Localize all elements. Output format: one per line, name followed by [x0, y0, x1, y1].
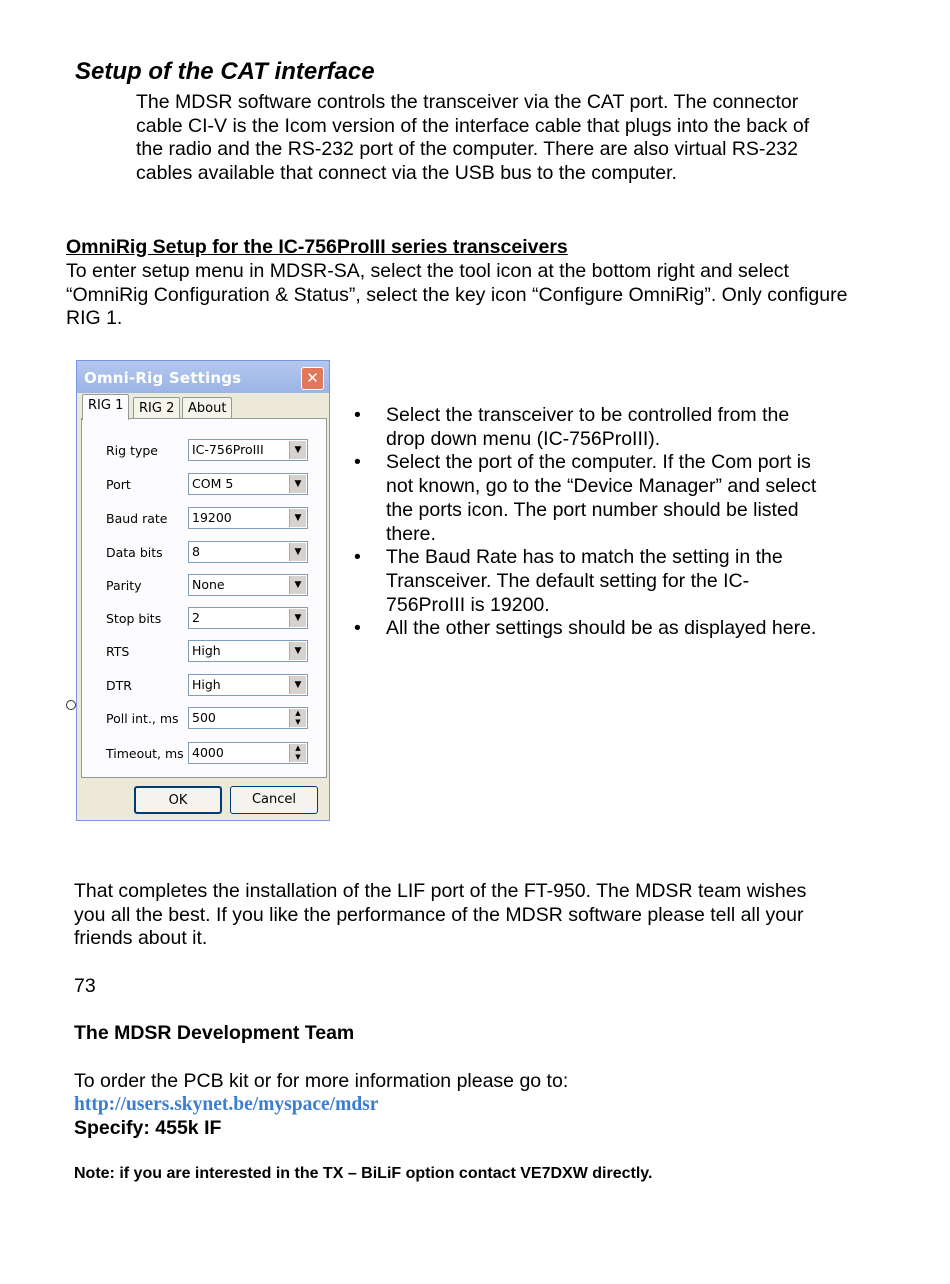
section-title: Setup of the CAT interface [75, 58, 375, 85]
rig-type-label: Rig type [106, 443, 158, 458]
intro-paragraph: The MDSR software controls the transceiver via the CAT port. The connector cable CI-V is the Icom version of the interface cable that plugs into the back of the radio and the RS-232 port of the computer. There are also virtual RS-232 cables available that connect via the USB bus to the computer. [136, 91, 810, 185]
order-text: To order the PCB kit or for more information please go to: [74, 1070, 569, 1092]
mdsr-website-link[interactable]: http://users.skynet.be/myspace/mdsr [74, 1094, 379, 1115]
chevron-down-icon[interactable]: ▼ [289, 475, 306, 493]
parity-value: None [192, 577, 225, 592]
tab-rig-2[interactable]: RIG 2 [133, 397, 180, 419]
closing-paragraph: That completes the installation of the LIF port of the FT-950. The MDSR team wishes you all the best. If you like the performance of the MDSR software please tell all your friends about it. [74, 880, 807, 950]
rts-select[interactable] [188, 640, 308, 662]
port-label: Port [106, 477, 131, 492]
port-select[interactable] [188, 473, 308, 495]
circle-bullet-icon [66, 700, 76, 710]
ok-button[interactable]: OK [134, 786, 222, 814]
dialog-title: Omni-Rig Settings [84, 369, 242, 387]
note-text: Note: if you are interested in the TX – BiLiF option contact VE7DXW directly. [74, 1165, 653, 1182]
dtr-value: High [192, 677, 221, 692]
chevron-down-icon[interactable]: ▼ [289, 576, 306, 594]
sign-off-number: 73 [74, 975, 96, 997]
rts-value: High [192, 643, 221, 658]
rig-type-select[interactable] [188, 439, 308, 461]
cancel-button[interactable]: Cancel [230, 786, 318, 814]
poll-interval-value: 500 [192, 710, 216, 725]
omnirig-paragraph: To enter setup menu in MDSR-SA, select the tool icon at the bottom right and select “OmniRig Configuration & Status”, select the key icon “Configure OmniRig”. Only configure RIG 1. [66, 260, 848, 330]
baud-rate-value: 19200 [192, 510, 232, 525]
dialog-titlebar[interactable] [77, 361, 329, 393]
list-item: • The Baud Rate has to match the setting in the Transceiver. The default setting for the IC-756ProIII is 19200. [352, 546, 822, 617]
rig-type-value: IC-756ProIII [192, 442, 264, 457]
chevron-down-icon[interactable]: ▼ [289, 441, 306, 459]
parity-select[interactable] [188, 574, 308, 596]
close-icon[interactable]: ✕ [301, 367, 324, 390]
chevron-down-icon[interactable]: ▼ [289, 543, 306, 561]
parity-label: Parity [106, 578, 142, 593]
chevron-down-icon[interactable]: ▼ [289, 609, 306, 627]
team-name: The MDSR Development Team [74, 1022, 355, 1044]
stop-bits-value: 2 [192, 610, 200, 625]
spinner-arrows-icon[interactable]: ▲ ▼ [289, 709, 306, 727]
specify-text: Specify: 455k IF [74, 1117, 222, 1139]
omni-rig-settings-dialog [76, 360, 330, 821]
baud-rate-select[interactable] [188, 507, 308, 529]
tab-about[interactable]: About [182, 397, 232, 419]
stop-bits-select[interactable] [188, 607, 308, 629]
timeout-spinner[interactable] [188, 742, 308, 764]
dtr-label: DTR [106, 678, 132, 693]
timeout-value: 4000 [192, 745, 224, 760]
poll-interval-spinner[interactable] [188, 707, 308, 729]
poll-interval-label: Poll int., ms [106, 711, 179, 726]
chevron-down-icon[interactable]: ▼ [289, 676, 306, 694]
baud-rate-label: Baud rate [106, 511, 168, 526]
list-item: • Select the transceiver to be controlled from the drop down menu (IC-756ProIII). [352, 404, 822, 451]
chevron-down-icon[interactable]: ▼ [289, 509, 306, 527]
list-item: • Select the port of the computer. If the Com port is not known, go to the “Device Manager” and select the ports icon. The port number should be listed there. [352, 451, 822, 546]
timeout-label: Timeout, ms [106, 746, 184, 761]
omnirig-heading: OmniRig Setup for the IC-756ProIII series transceivers [66, 236, 568, 258]
data-bits-value: 8 [192, 544, 200, 559]
stop-bits-label: Stop bits [106, 611, 162, 626]
dtr-select[interactable] [188, 674, 308, 696]
list-item: • All the other settings should be as displayed here. [352, 617, 822, 641]
settings-bullet-list [352, 404, 822, 641]
data-bits-select[interactable] [188, 541, 308, 563]
rts-label: RTS [106, 644, 130, 659]
port-value: COM 5 [192, 476, 234, 491]
chevron-down-icon[interactable]: ▼ [289, 642, 306, 660]
tab-rig-1[interactable]: RIG 1 [82, 394, 129, 420]
data-bits-label: Data bits [106, 545, 163, 560]
spinner-arrows-icon[interactable]: ▲ ▼ [289, 744, 306, 762]
settings-panel [81, 418, 327, 778]
